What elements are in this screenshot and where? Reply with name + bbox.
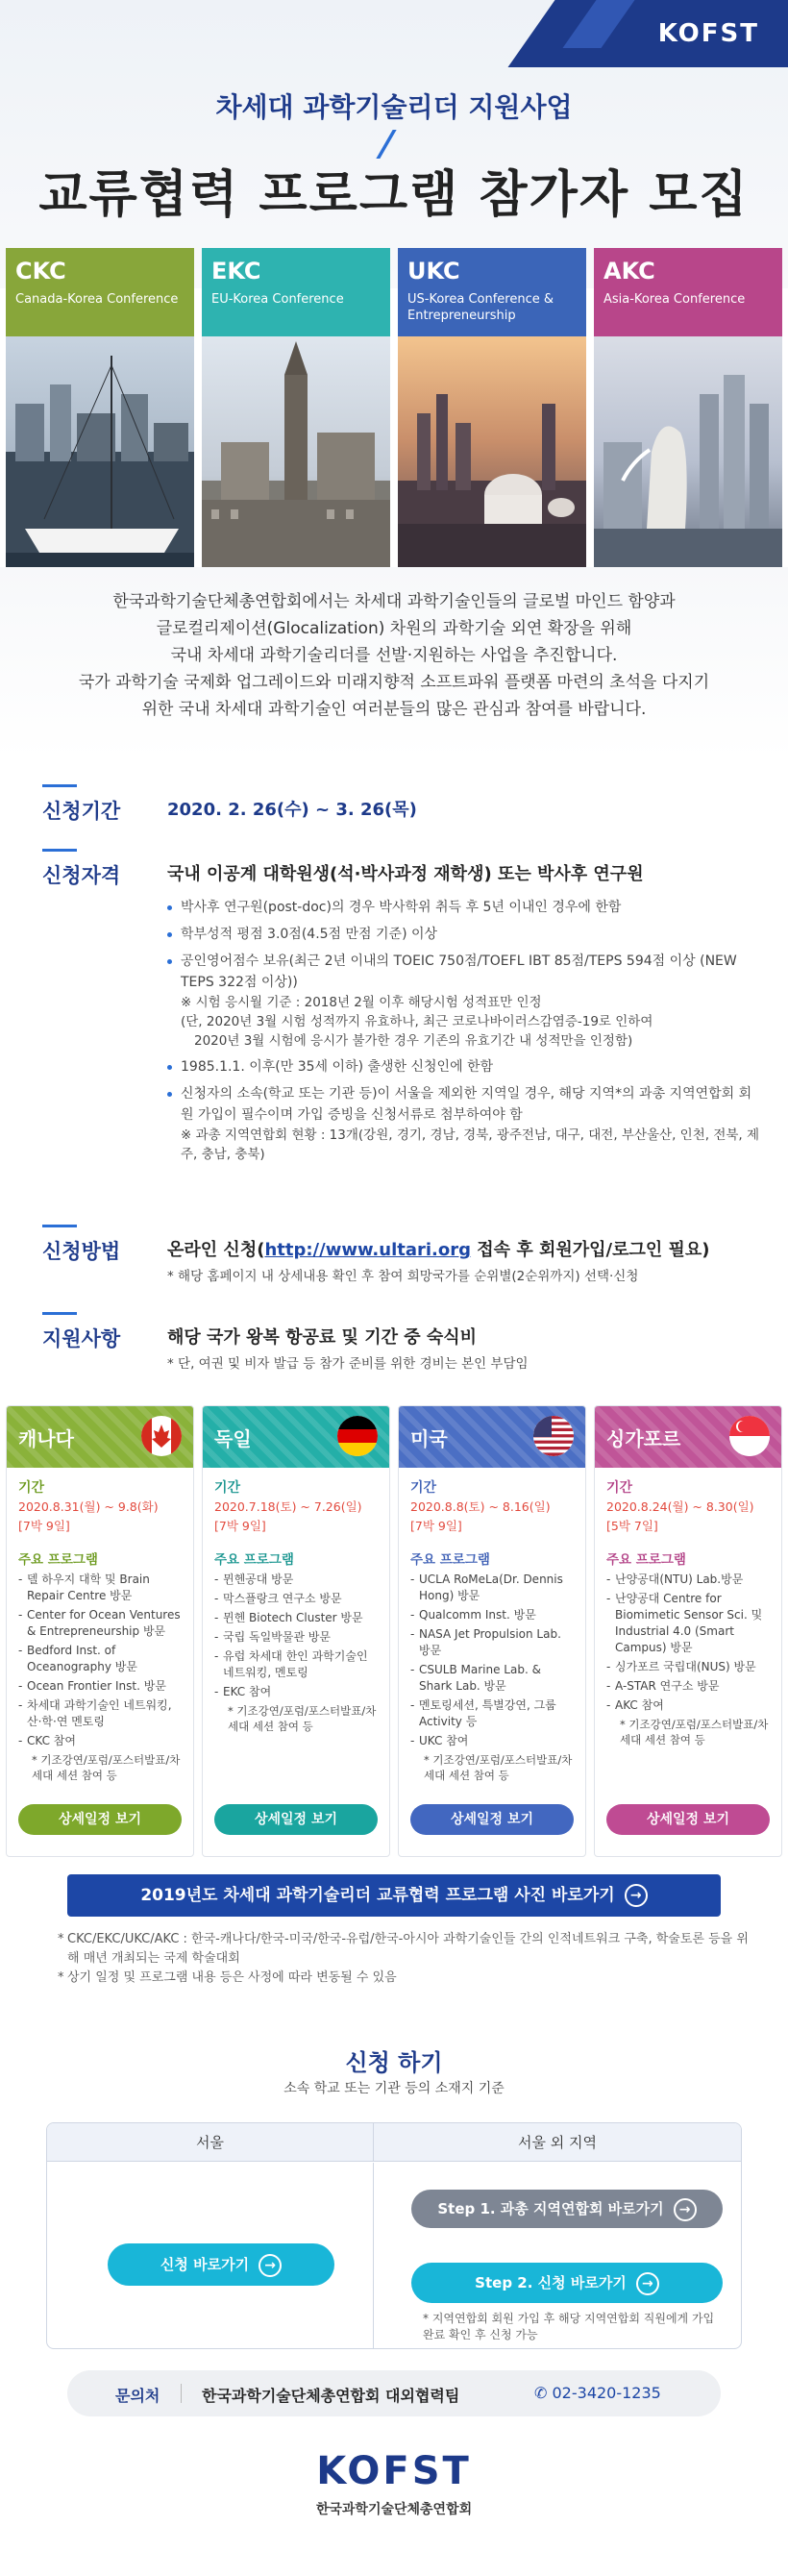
country-name: 싱가포르 <box>606 1427 681 1450</box>
apply-subtitle: 소속 학교 또는 기관 등의 소재지 기준 <box>283 2081 505 2096</box>
step1-region-button[interactable]: Step 1. 과총 지역연합회 바로가기 → <box>411 2190 723 2228</box>
trip-length: [5박 7일] <box>606 1519 658 1533</box>
eligibility-section <box>42 860 760 1206</box>
detail-schedule-button[interactable]: 상세일정 보기 <box>18 1804 182 1835</box>
eligibility-label: 신청자격 <box>42 860 158 889</box>
list-item: - 차세대 과학기술인 네트워킹, 산·학·연 멘토링 <box>18 1697 182 1730</box>
ultari-link[interactable]: http://www.ultari.org <box>264 1240 472 1260</box>
arrow-right-icon: → <box>636 2272 659 2295</box>
period-value: 2020. 2. 26(수) ~ 3. 26(목) <box>167 800 417 820</box>
list-item: 공인영어점수 보유(최근 2년 이내의 TOEIC 750점/TOEFL IBT 85점/TEPS 594점 이상 (NEW TEPS 322점 이상)) ※ 시험 응시월 기준 : 2018년 2월 이후 해당시험 성적표만 인정 (단, 2020년 3월 시험 성적까지 유효하나, 최근 코로나바이러스감염증-19로 인하여 2020년 3월 시험에 응시가 불가한 경우 기존의 유효기간 내 성적만을 인정함) <box>167 951 763 1051</box>
hero-banner <box>0 0 788 288</box>
los-angeles-observatory-photo <box>398 336 586 567</box>
apply-title: 신청 하기 <box>345 2049 443 2076</box>
method-lead: 온라인 신청(http://www.ultari.org 접속 후 회원가입/로그인 필요) <box>167 1240 710 1260</box>
conf-card-ekc <box>202 248 390 567</box>
country-card-germany: 독일 기간 2020.7.18(토) ~ 7.26(일) [7박 9일] 주요 프로그램 - 뮌헨공대 방문 - 막스플랑크 연구소 방문 - 뮌헨 Biotech Cluster 방문 - 국립 독일박물관 방문 - 유럽 차세대 한인 과학기술인 네트워킹, 멘토링 - EKC 참여 * 기조강연/포럼/포스터발표/차세대 세션 참여 등 상세일정 보기 <box>202 1405 390 1857</box>
conference-cards <box>6 248 782 567</box>
trip-length: [7박 9일] <box>18 1519 70 1533</box>
list-item: - NASA Jet Propulsion Lab. 방문 <box>410 1626 574 1659</box>
contact-phone[interactable]: ✆ 02-3420-1235 <box>534 2384 661 2402</box>
period-label: 신청기간 <box>42 796 158 825</box>
phone-icon: ✆ <box>534 2384 548 2402</box>
conf-full-name: EU-Korea Conference <box>211 292 344 307</box>
trip-date: 2020.8.24(월) ~ 8.30(일) <box>606 1499 754 1514</box>
list-item: - Ocean Frontier Inst. 방문 <box>18 1678 182 1695</box>
list-item: - 난양공대(NTU) Lab.방문 <box>606 1572 770 1588</box>
col-seoul: 서울 <box>47 2123 374 2161</box>
method-note: * 해당 홈페이지 내 상세내용 확인 후 참여 희망국가를 순위별(2순위까지) 선택·신청 <box>167 1269 639 1284</box>
list-item: - A-STAR 연구소 방문 <box>606 1678 770 1695</box>
page-title: 교류협력 프로그램 참가자 모집 <box>38 166 750 224</box>
conf-abbr: AKC <box>603 258 655 285</box>
conf-abbr: UKC <box>407 258 460 285</box>
list-item: - CKC 참여 <box>18 1733 182 1749</box>
list-item: - UCLA RoMeLa(Dr. Dennis Hong) 방문 <box>410 1572 574 1604</box>
list-item: - Bedford Inst. of Oceanography 방문 <box>18 1643 182 1675</box>
conf-full-name: Asia-Korea Conference <box>603 292 746 307</box>
list-item: - 유럽 차세대 한인 과학기술인 네트워킹, 멘토링 <box>214 1648 378 1681</box>
country-card-usa: 미국 기간 2020.8.8(토) ~ 8.16(일) [7박 9일] 주요 프로그램 - UCLA RoMeLa(Dr. Dennis Hong) 방문 - Qualcomm Inst. 방문 - NASA Jet Propulsion Lab. 방문 - CSULB Marine Lab. & Shark Lab. 방문 - 멘토링세션, 특별강연, 그룹 Activity 등 - UKC 참여 * 기조강연/포럼/포스터발표/차세대 세션 참여 등 상세일정 보기 <box>398 1405 586 1857</box>
country-name: 캐나다 <box>18 1427 74 1450</box>
list-item: 1985.1.1. 이후(만 35세 이하) 출생한 신청인에 한함 <box>167 1056 763 1077</box>
footnotes: * CKC/EKC/UKC/AKC : 한국-캐나다/한국-미국/한국-유럽/한국-아시아 과학기술인들 간의 인적네트워크 구축, 학술토론 등을 위해 매년 개최되는 국제 학술대회 * 상기 일정 및 프로그램 내용 등은 사정에 따라 변동될 수 있음 <box>58 1930 750 1988</box>
conf-card-ckc <box>6 248 194 567</box>
photo-gallery-button[interactable]: 2019년도 차세대 과학기술리더 교류협력 프로그램 사진 바로가기 → <box>67 1874 721 1917</box>
list-item: - 뮌헨공대 방문 <box>214 1572 378 1588</box>
conf-full-name: Canada-Korea Conference <box>15 292 179 307</box>
canada-flag-icon <box>141 1416 182 1456</box>
trip-length: [7박 9일] <box>410 1519 462 1533</box>
list-item: - 막스플랑크 연구소 방문 <box>214 1591 378 1607</box>
country-name: 독일 <box>214 1427 252 1450</box>
singapore-merlion-photo <box>594 336 782 567</box>
apply-note: * 지역연합회 회원 가입 후 해당 지역연합회 직원에게 가입완료 확인 후 신청 가능 <box>423 2312 715 2341</box>
support-note: * 단, 여권 및 비자 발급 등 참가 준비를 위한 경비는 본인 부담임 <box>167 1356 529 1372</box>
eligibility-list <box>167 897 763 1164</box>
list-item: 박사후 연구원(post-doc)의 경우 박사학위 취득 후 5년 이내인 경우에 한함 <box>167 897 763 918</box>
eligibility-lead: 국내 이공계 대학원생(석·박사과정 재학생) 또는 박사후 연구원 <box>167 864 644 884</box>
trip-date: 2020.8.8(토) ~ 8.16(일) <box>410 1499 551 1514</box>
list-item: - Qualcomm Inst. 방문 <box>410 1607 574 1623</box>
support-section <box>42 1324 753 1381</box>
list-item: - EKC 참여 <box>214 1684 378 1700</box>
country-card-canada: 캐나다 기간 2020.8.31(월) ~ 9.8(화) [7박 9일] 주요 프로그램 - 델 하우지 대학 및 Brain Repair Centre 방문 - Center for Ocean Ventures & Entrepreneurship 방문 - Bedford Inst. of Oceanography 방문 - Ocean Frontier Inst. 방문 - 차세대 과학기술인 네트워킹, 산·학·연 멘토링 - CKC 참여 * 기조강연/포럼/포스터발표/차세대 세션 참여 등 상세일정 보기 <box>6 1405 194 1857</box>
arrow-right-icon: → <box>674 2198 697 2221</box>
contact-label: 문의처 <box>115 2387 160 2405</box>
detail-schedule-button[interactable]: 상세일정 보기 <box>214 1804 378 1835</box>
country-card-singapore: 싱가포르 기간 2020.8.24(월) ~ 8.30(일) [5박 7일] 주요 프로그램 - 난양공대(NTU) Lab.방문 - 난양공대 Centre for Biomimetic Sensor Sci. 및 Industrial 4.0 (Smart Campus) 방문 - 싱가포르 국립대(NUS) 방문 - A-STAR 연구소 방문 - AKC 참여 * 기조강연/포럼/포스터발표/차세대 세션 참여 등 상세일정 보기 <box>594 1405 782 1857</box>
arrow-right-icon: → <box>625 1884 648 1907</box>
conf-card-akc <box>594 248 782 567</box>
support-lead: 해당 국가 왕복 항공료 및 기간 중 숙식비 <box>167 1327 478 1348</box>
list-item: - 뮌헨 Biotech Cluster 방문 <box>214 1610 378 1626</box>
trip-date: 2020.7.18(토) ~ 7.26(일) <box>214 1499 362 1514</box>
halifax-harbour-photo <box>6 336 194 567</box>
list-item: - 멘토링세션, 특별강연, 그룹 Activity 등 <box>410 1697 574 1730</box>
method-label: 신청방법 <box>42 1236 158 1265</box>
method-section <box>42 1236 753 1294</box>
col-other-region: 서울 외 지역 <box>518 2134 597 2151</box>
apply-seoul-button[interactable]: 신청 바로가기 → <box>108 2243 334 2286</box>
arrow-right-icon: → <box>259 2254 282 2277</box>
list-item: - 싱가포르 국립대(NUS) 방문 <box>606 1659 770 1675</box>
list-item: 신청자의 소속(학교 또는 기관 등)이 서울을 제외한 지역일 경우, 해당 지역*의 과총 지역연합회 회원 가입이 필수이며 가입 증빙을 신청서류로 첨부하여야 함 ※ 과총 지역연합회 현황 : 13개(강원, 경기, 경남, 경북, 광주전남, 대구, 대전, 부산울산, 인천, 전북, 제주, 충남, 충북) <box>167 1083 763 1164</box>
period-section <box>42 796 753 834</box>
program-subtitle: 차세대 과학기술리더 지원사업 <box>215 91 573 123</box>
list-item: - 델 하우지 대학 및 Brain Repair Centre 방문 <box>18 1572 182 1604</box>
detail-schedule-button[interactable]: 상세일정 보기 <box>410 1804 574 1835</box>
germany-flag-icon <box>337 1416 378 1456</box>
footer-org-name: 한국과학기술단체총연합회 <box>315 2502 473 2517</box>
kofst-logo: KOFST <box>657 19 759 48</box>
trip-length: [7박 9일] <box>214 1519 266 1533</box>
munich-cityscape-photo <box>202 336 390 567</box>
list-item: - 국립 독일박물관 방문 <box>214 1629 378 1646</box>
country-cards <box>6 1405 782 1857</box>
contact-org: 한국과학기술단체총연합회 대외협력팀 <box>202 2387 460 2405</box>
list-item: - AKC 참여 <box>606 1697 770 1714</box>
kofst-footer-logo: KOFST <box>316 2449 472 2493</box>
list-item: - UKC 참여 <box>410 1733 574 1749</box>
trip-date: 2020.8.31(월) ~ 9.8(화) <box>18 1499 159 1514</box>
list-item: - 난양공대 Centre for Biomimetic Sensor Sci. 및 Industrial 4.0 (Smart Campus) 방문 <box>606 1591 770 1656</box>
usa-flag-icon <box>533 1416 574 1456</box>
country-name: 미국 <box>410 1427 448 1450</box>
conf-abbr: CKC <box>15 258 66 285</box>
list-item: 학부성적 평점 3.0점(4.5점 만점 기준) 이상 <box>167 924 763 945</box>
singapore-flag-icon <box>729 1416 770 1456</box>
support-label: 지원사항 <box>42 1324 158 1352</box>
list-item: - Center for Ocean Ventures & Entrepreneurship 방문 <box>18 1607 182 1640</box>
detail-schedule-button[interactable]: 상세일정 보기 <box>606 1804 770 1835</box>
contact-bar <box>67 2370 721 2416</box>
intro-text: 한국과학기술단체총연합회에서는 차세대 과학기술인들의 글로벌 마인드 함양과 글로컬리제이션(Glocalization) 차원의 과학기술 외연 확장을 위해 국내 차세대 과학기술리더를 선발·지원하는 사업을 추진합니다. 국가 과학기술 국제화 업그레이드와 미래지향적 소프트파워 플랫폼 마련의 초석을 다지기 위한 국내 차세대 과학기술인 여러분들의 많은 관심과 참여를 바랍니다. <box>78 592 710 719</box>
step2-apply-button[interactable]: Step 2. 신청 바로가기 → <box>411 2263 723 2303</box>
conf-card-ukc <box>398 248 586 567</box>
conf-abbr: EKC <box>211 258 261 285</box>
conf-full-name: US-Korea Conference & Entrepreneurship <box>407 292 554 323</box>
list-item: - CSULB Marine Lab. & Shark Lab. 방문 <box>410 1662 574 1695</box>
